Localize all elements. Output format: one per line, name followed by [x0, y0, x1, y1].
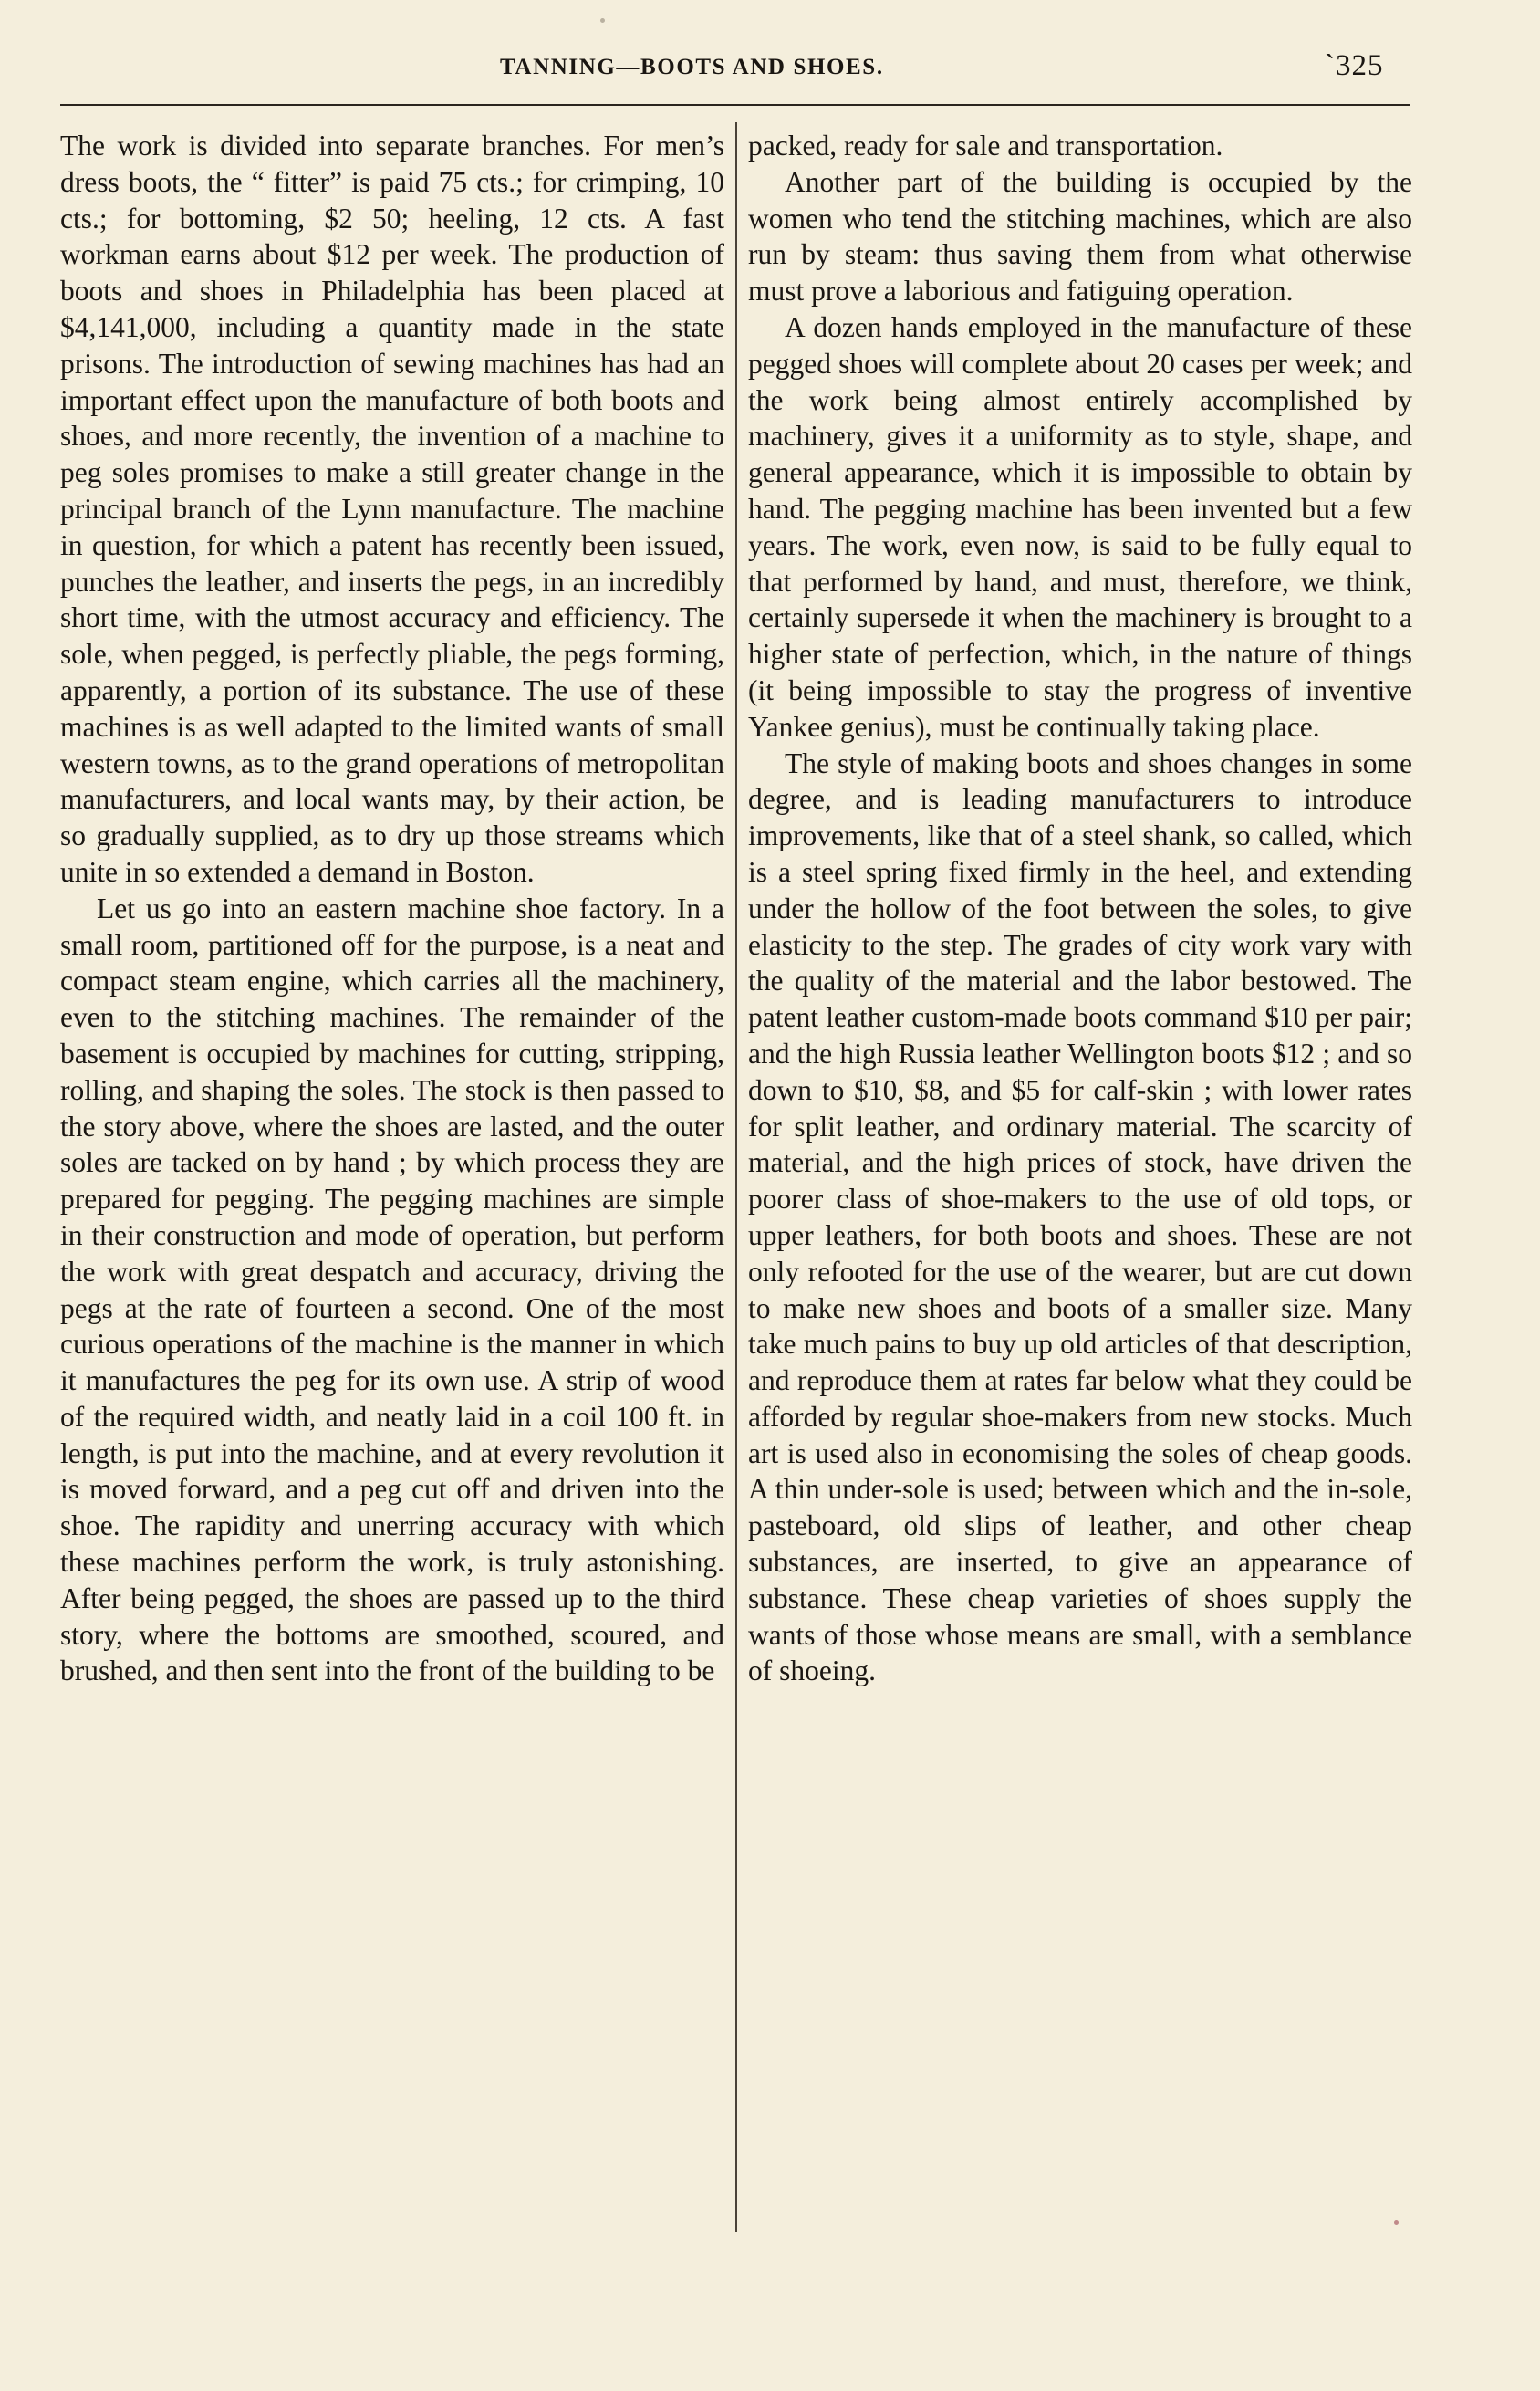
paragraph: The style of making boots and shoes changes in some degree, and is leading manufacturers to introduce improvements, like that of a steel shank, so called, which is a steel spring fixed firmly in the heel, and extending under the hollow of the foot between the soles, to give elasticity to the step. The grades of city work vary with the quality of the material and the labor bestowed. The patent leather custom-made boots command $10 per pair; and the high Russia leather Wellington boots $12 ; and so down to $10, $8, and $5 for calf-skin ; with lower rates for split leather, and ordinary material. The scarcity of material, and the high prices of stock, have driven the poorer class of shoe-makers to the use of old tops, or upper leathers, for both boots and shoes. These are not only refooted for the use of the wearer, but are cut down to make new shoes and boots of a smaller size. Many take much pains to buy up old articles of that description, and reproduce them at rates far below what they could be afforded by regular shoe-makers from new stocks. Much art is used also in economising the soles of cheap goods. A thin under-sole is used; between which and the in-sole, pasteboard, old slips of leather, and other cheap substances, are inserted, to give an appearance of substance. These cheap varieties of shoes supply the wants of those whose means are small, with a semblance of shoeing. — [748, 747, 1412, 1687]
ink-spot — [1394, 2220, 1399, 2225]
page-number: `325 — [1325, 49, 1384, 82]
printer-mark — [600, 18, 605, 23]
running-head: TANNING—BOOTS AND SHOES. — [500, 55, 884, 79]
paragraph: Another part of the building is occupied by the women who tend the stitching machines, which are also run by steam: thus saving them from what otherwise must prove a laborious and fatiguing operation. — [748, 165, 1412, 308]
paragraph: The work is divided into separate branches. For men’s dress boots, the “ fitter” is paid 75 cts.; for crimping, 10 cts.; for bottoming, $2 50; heeling, 12 cts. A fast workman earns about $12 per week. The production of boots and shoes in Philadelphia has been placed at $4,141,000, including a quantity made in the state prisons. The introduction of sewing machines has had an important effect upon the manufacture of both boots and shoes, and more recently, the invention of a machine to peg soles promises to make a still greater change in the principal branch of the Lynn manufacture. The machine in question, for which a patent has recently been issued, punches the leather, and inserts the pegs, in an incredibly short time, with the utmost accuracy and efficiency. The sole, when pegged, is perfectly pliable, the pegs forming, apparently, a portion of its substance. The use of these machines is as well adapted to the limited wants of small western towns, as to the grand operations of metropolitan manufacturers, and local wants may, by their action, be so gradually supplied, as to dry up those streams which unite in so extended a demand in Boston. — [60, 130, 724, 888]
left-column — [60, 128, 724, 1689]
column-divider — [735, 122, 737, 2232]
right-column — [748, 128, 1412, 1689]
paragraph: Let us go into an eastern machine shoe factory. In a small room, partitioned off for the purpose, is a neat and compact steam engine, which carries all the machinery, even to the stitching machines. The remainder of the basement is occupied by machines for cutting, stripping, rolling, and shaping the soles. The stock is then passed to the story above, where the shoes are lasted, and the outer soles are tacked on by hand ; by which process they are prepared for pegging. The pegging machines are simple in their construction and mode of operation, but perform the work with great despatch and accuracy, driving the pegs at the rate of fourteen a second. One of the most curious operations of the machine is the manner in which it manufactures the peg for its own use. A strip of wood of the required width, and neatly laid in a coil 100 ft. in length, is put into the machine, and at every revolution it is moved forward, and a peg cut off and driven into the shoe. The rapidity and unerring accuracy with which these machines perform the work, is truly astonishing. After being pegged, the shoes are passed up to the third story, where the bottoms are smoothed, scoured, and brushed, and then sent into the front of the building to be — [60, 892, 724, 1687]
paragraph: packed, ready for sale and transportation. — [748, 130, 1223, 162]
header-rule — [60, 104, 1410, 106]
paragraph: A dozen hands employed in the manufacture of these pegged shoes will complete about 20 cases per week; and the work being almost entirely accomplished by machinery, gives it a uniformity as to style, shape, and general appearance, which it is impossible to obtain by hand. The pegging machine has been invented but a few years. The work, even now, is said to be fully equal to that performed by hand, and must, therefore, we think, certainly supersede it when the machinery is brought to a higher state of perfection, which, in the nature of things (it being impossible to stay the progress of inventive Yankee genius), must be continually taking place. — [748, 310, 1412, 743]
